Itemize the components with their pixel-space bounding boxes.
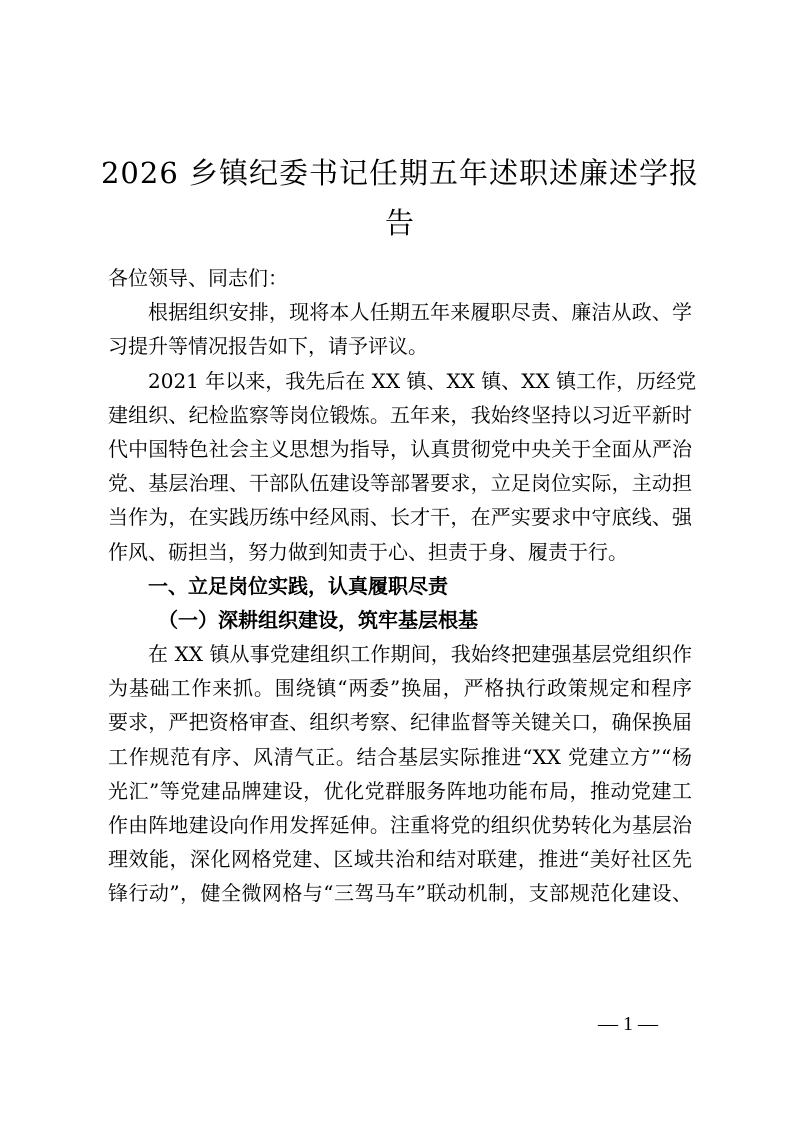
salutation: 各位领导、同志们：	[108, 266, 288, 290]
document-title	[100, 148, 700, 248]
paragraph-2-line: 党、基层治理、干部队伍建设等部署要求，立足岗位实际，主动担	[108, 471, 692, 496]
page-number: — 1 —	[598, 1013, 658, 1035]
paragraph-3-line: 光汇”等党建品牌建设，优化党群服务阵地功能布局，推动党建工	[108, 778, 692, 803]
paragraph-3-line: 工作规范有序、风清气正。结合基层实际推进“XX 党建立方”“杨	[108, 744, 692, 769]
paragraph-3-line: 理效能，深化网格党建、区域共治和结对联建，推进“美好社区先	[108, 847, 692, 872]
paragraph-2-line: 作风、砺担当，努力做到知责于心、担责于身、履责于行。	[108, 539, 628, 564]
title-line-2: 告	[384, 206, 415, 240]
paragraph-2-line: 建组织、纪检监察等岗位锻炼。五年来，我始终坚持以习近平新时	[108, 402, 692, 427]
paragraph-3-line: 在 XX 镇从事党建组织工作期间，我始终把建强基层党组织作	[148, 642, 692, 667]
paragraph-3-line: 要求，严把资格审查、组织考察、纪律监督等关键关口，确保换届	[108, 710, 692, 735]
subsection-heading-1: （一）深耕组织建设，筑牢基层根基	[158, 607, 478, 632]
section-heading-1: 一、立足岗位实践，认真履职尽责	[148, 573, 448, 598]
document-body	[108, 261, 697, 911]
paragraph-2-line: 当作为，在实践历练中经风雨、长才干，在严实要求中守底线、强	[108, 505, 692, 530]
paragraph-2-line: 2021 年以来，我先后在 XX 镇、XX 镇、XX 镇工作，历经党	[148, 368, 697, 393]
paragraph-3-line: 锋行动”，健全微网格与“三驾马车”联动机制，支部规范化建设、	[108, 881, 692, 906]
paragraph-3-line: 为基础工作来抓。围绕镇“两委”换届，严格执行政策规定和程序	[108, 676, 692, 701]
title-line-1: 2026 乡镇纪委书记任期五年述职述廉述学报	[100, 156, 700, 190]
paragraph-3-line: 作由阵地建设向作用发挥延伸。注重将党的组织优势转化为基层治	[108, 813, 692, 837]
paragraph-1-line: 根据组织安排，现将本人任期五年来履职尽责、廉洁从政、学	[148, 300, 692, 325]
paragraph-1-line: 习提升等情况报告如下，请予评议。	[108, 334, 428, 359]
paragraph-2-line: 代中国特色社会主义思想为指导，认真贯彻党中央关于全面从严治	[108, 436, 692, 461]
